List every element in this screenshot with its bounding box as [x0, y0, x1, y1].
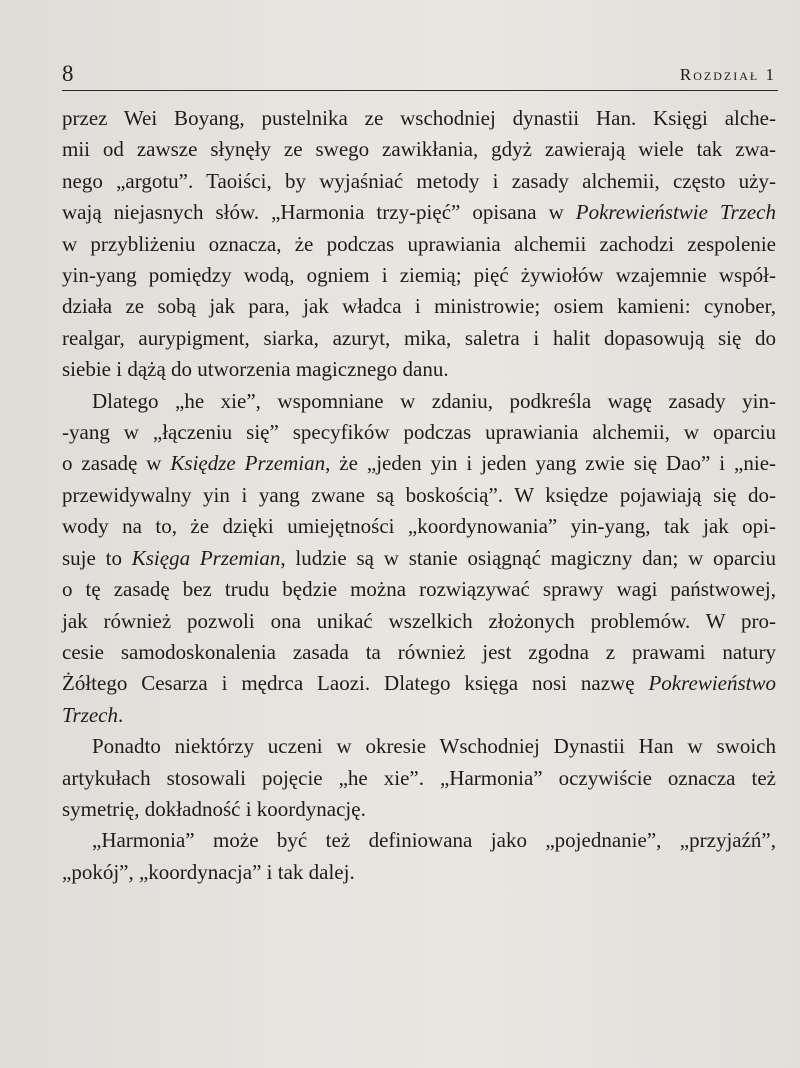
- book-title: Księdze Przemian: [170, 451, 326, 476]
- book-title: Pokrewieństwo: [648, 671, 776, 696]
- text-line: działa ze sobą jak para, jak władca i ministrowie; osiem kamieni: cynober,: [62, 294, 776, 319]
- text-line: nego „argotu”. Taoiści, by wyjaśniać metody i zasady alchemii, często uży-: [62, 168, 776, 193]
- text-segment: , że „jeden yin i jeden yang zwie się Dao” i „nie-: [325, 451, 777, 476]
- page-header: [62, 60, 776, 88]
- text-line: przez Wei Boyang, pustelnika ze wschodniej dynastii Han. Księgi alche-: [62, 106, 776, 130]
- text-line: [62, 668, 776, 699]
- header-rule: [62, 90, 778, 91]
- paragraph-3: [62, 731, 776, 825]
- text-segment: Żółtego Cesarza i mędrca Laozi. Dlatego księga nosi nazwę: [62, 671, 649, 696]
- text-line: [62, 543, 776, 574]
- text-line: mii od zawsze słynęły ze swego zawikłania, gdyż zawierają wiele tak zwa-: [62, 137, 776, 162]
- text-line: wody na to, że dzięki umiejętności „koordynowania” yin-yang, tak jak opi-: [62, 514, 776, 539]
- text-line: cesie samodoskonalenia zasada ta również jest zgodna z prawami natury: [62, 639, 776, 664]
- text-line: przewidywalny yin i yang zwane są boskością”. W księdze pojawiają się do-: [62, 482, 776, 507]
- text-line: symetrię, dokładność i koordynację.: [62, 796, 366, 821]
- text-line: [62, 700, 776, 731]
- chapter-running-head: Rozdział 1: [679, 65, 776, 84]
- text-segment: suje to: [62, 545, 132, 570]
- paragraph-4: [62, 825, 776, 888]
- text-line: artykułach stosowali pojęcie „he xie”. „Harmonia” oczywiście oznacza też: [62, 765, 776, 790]
- text-line: [62, 448, 776, 479]
- text-segment: , ludzie są w stanie osiągnąć magiczny dan; w oparciu: [280, 545, 777, 570]
- text-segment: wają niejasnych słów. „Harmonia trzy-pięć” opisana w: [62, 200, 576, 225]
- text-segment: o zasadę w: [62, 451, 171, 476]
- text-segment: .: [118, 702, 124, 727]
- text-line: Ponadto niektórzy uczeni w okresie Wschodniej Dynastii Han w swoich: [92, 734, 776, 759]
- book-title: Trzech: [62, 702, 119, 727]
- text-line: yin-yang pomiędzy wodą, ogniem i ziemią; pięć żywiołów wzajemnie współ-: [62, 263, 776, 288]
- paragraph-1: [62, 103, 776, 386]
- paragraph-2: [62, 386, 776, 731]
- text-line: siebie i dążą do utworzenia magicznego danu.: [62, 357, 449, 382]
- text-line: Dlatego „he xie”, wspomniane w zdaniu, podkreśla wagę zasady yin-: [92, 388, 776, 413]
- page-number: 8: [62, 61, 74, 86]
- text-line: -yang w „łączeniu się” specyfików podczas uprawiania alchemii, w oparciu: [62, 420, 776, 445]
- text-line: „pokój”, „koordynacja” i tak dalej.: [62, 859, 355, 884]
- text-line: „Harmonia” może być też definiowana jako „pojednanie”, „przyjaźń”,: [92, 828, 776, 853]
- book-title: Księga Przemian: [131, 545, 281, 570]
- book-title: Pokrewieństwie Trzech: [575, 200, 776, 225]
- text-line: w przybliżeniu oznacza, że podczas uprawiania alchemii zachodzi zespolenie: [62, 231, 776, 256]
- text-line: jak również pozwoli ona unikać wszelkich złożonych problemów. W pro-: [62, 608, 776, 633]
- text-line: o tę zasadę bez trudu będzie można rozwiązywać sprawy wagi państwowej,: [62, 577, 776, 602]
- text-line: [62, 197, 776, 228]
- text-line: realgar, aurypigment, siarka, azuryt, mika, saletra i halit dopasowują się do: [62, 325, 776, 350]
- body-text: [62, 103, 776, 888]
